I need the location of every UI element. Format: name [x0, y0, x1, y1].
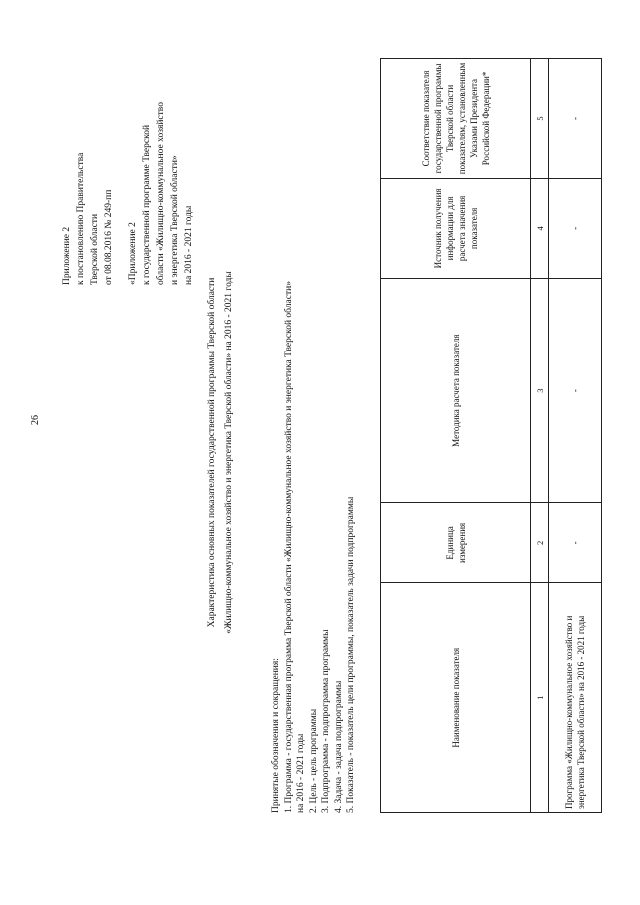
- abbreviations-block: [270, 253, 358, 813]
- page-number: 26: [30, 415, 41, 425]
- appendix-line: области «Жилищно-коммунальное хозяйство: [156, 102, 166, 285]
- appendix-line: Тверской области: [90, 213, 100, 285]
- table-header-row: [381, 59, 531, 813]
- abbreviations-heading: Принятые обозначения и сокращения:: [271, 658, 281, 813]
- column-number: 1: [531, 583, 549, 813]
- column-header: Методика расчета показателя: [381, 278, 531, 503]
- abbreviation-item: 3. Подпрограмма - подпрограмма программы: [321, 629, 331, 813]
- column-number: 5: [531, 59, 549, 179]
- document-title-line-1: Характеристика основных показателей государственной программы Тверской области: [207, 277, 217, 628]
- column-header: Соответствие показателя государственной программы Тверской области показателям, установленным Указами Президента Российской Федерации*: [381, 59, 531, 179]
- document-title-line-2: «Жилищно-коммунальное хозяйство и энергетика Тверской области» на 2016 - 2021 годы: [224, 271, 234, 634]
- column-header: Источник получения информации для расчета значения показателя: [381, 178, 531, 278]
- appendix-line: Приложение 2: [62, 226, 72, 285]
- appendix-line: «Приложение 2: [128, 222, 138, 285]
- indicators-table: [380, 58, 602, 813]
- appendix-block: [60, 85, 196, 285]
- appendix-line: к постановлению Правительства: [76, 152, 86, 285]
- column-number: 4: [531, 178, 549, 278]
- column-header: Наименование показателя: [381, 583, 531, 813]
- abbreviation-item: 2. Цель - цель программы: [308, 708, 319, 813]
- method-cell: -: [549, 278, 602, 503]
- appendix-line: к государственной программе Тверской: [142, 124, 152, 285]
- table-row: [549, 59, 602, 813]
- appendix-line: и энергетика Тверской области»: [170, 155, 180, 285]
- abbreviation-item: на 2016 - 2021 годы: [296, 733, 306, 813]
- unit-cell: -: [549, 503, 602, 583]
- abbreviation-item: 1. Программа - государственная программа Тверской области «Жилищно-коммунальное хозяйство и энергетика Тверской области»: [283, 281, 294, 813]
- appendix-line: на 2016 - 2021 годы: [184, 205, 194, 285]
- appendix-line: от 08.08.2016 № 249-пп: [104, 189, 114, 285]
- abbreviation-item: 5. Показатель - показатель цели программы, показатель задачи подпрограммы: [346, 496, 356, 813]
- source-cell: -: [549, 178, 602, 278]
- abbreviation-item: 4. Задача - задача подпрограммы: [333, 680, 344, 813]
- column-number: 2: [531, 503, 549, 583]
- indicator-name-cell: Программа «Жилищно-коммунальное хозяйство и энергетика Тверской области» на 2016 - 2021 годы: [549, 583, 602, 813]
- column-number-row: [531, 59, 549, 813]
- column-number: 3: [531, 278, 549, 503]
- column-header: Единица измерения: [381, 503, 531, 583]
- compliance-cell: -: [549, 59, 602, 179]
